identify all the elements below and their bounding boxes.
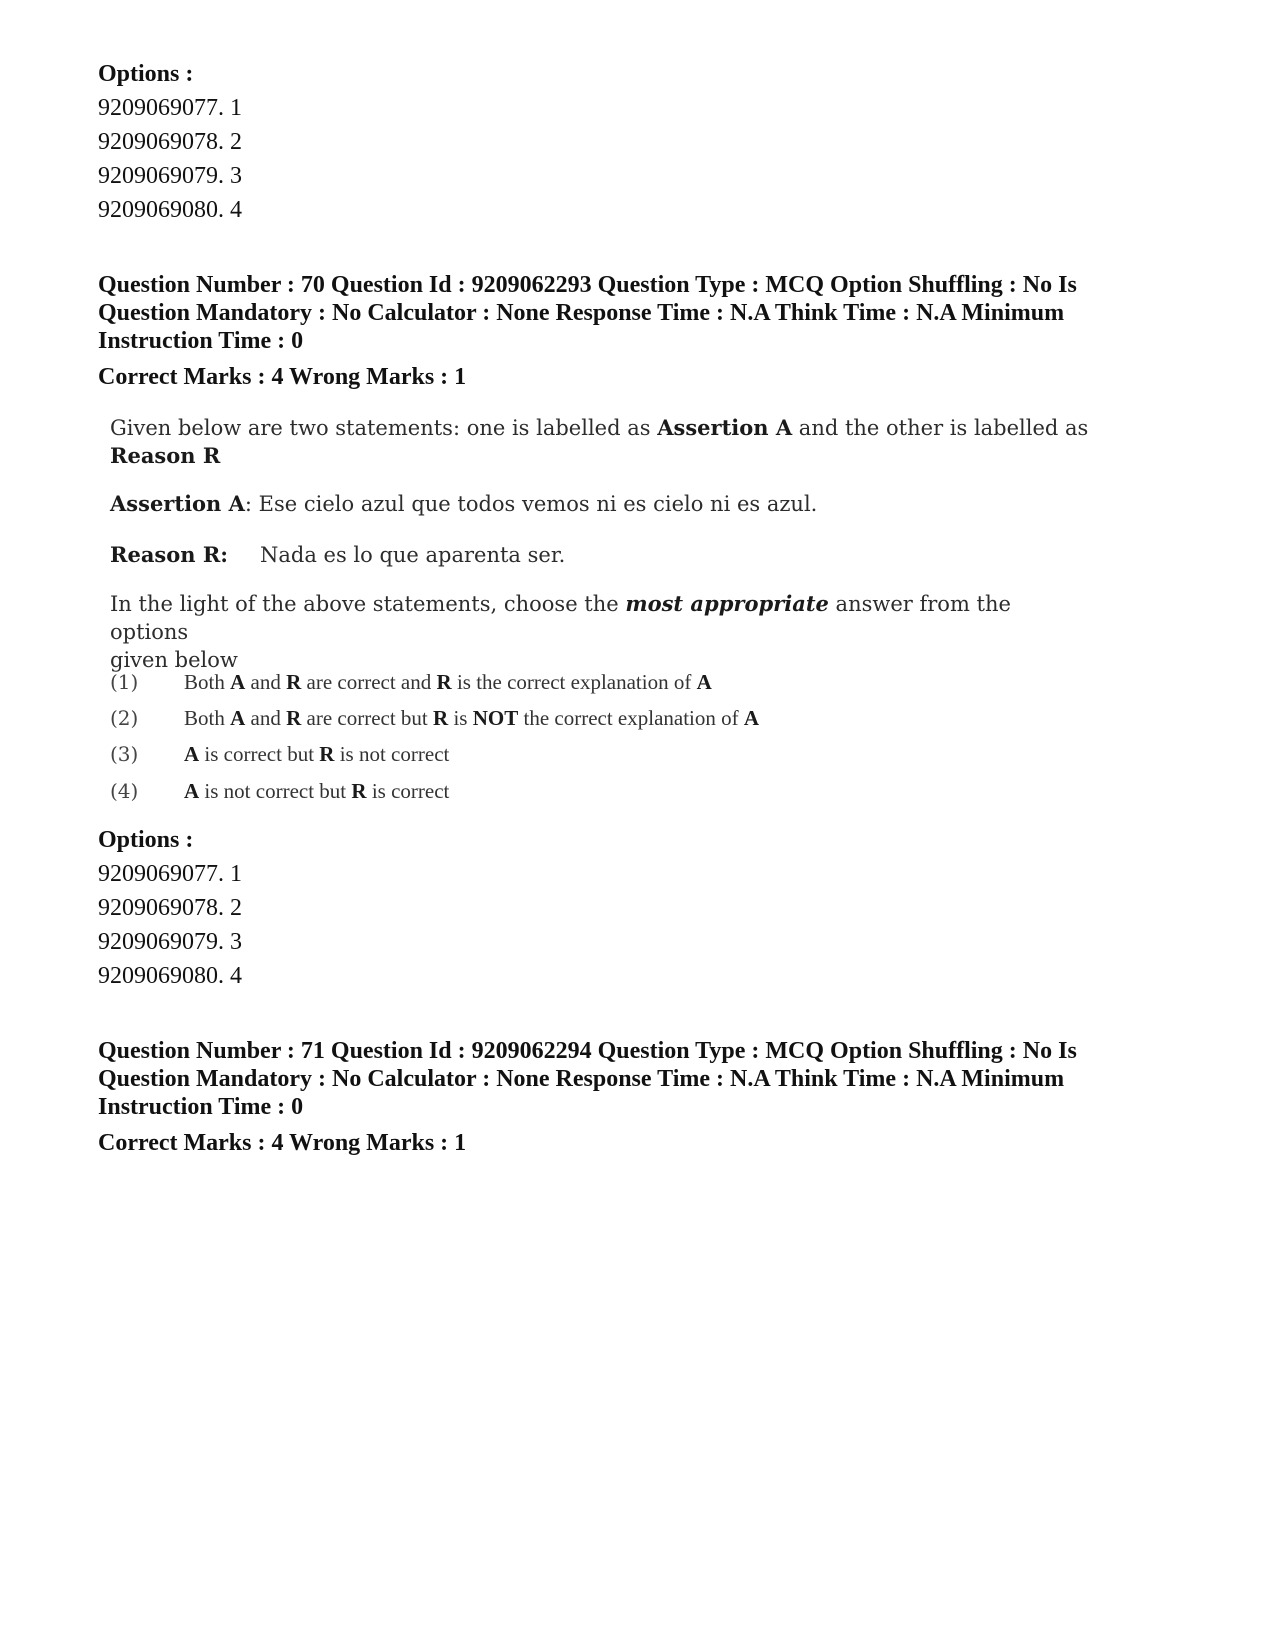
question-marks: Correct Marks : 4 Wrong Marks : 1 — [98, 1130, 467, 1156]
question-meta-line: Question Number : 71 Question Id : 9209062294 Question Type : MCQ Option Shuffling : No Is — [98, 1038, 1077, 1064]
option-line: 9209069080. 4 — [98, 197, 242, 223]
question-meta-line: Question Number : 70 Question Id : 9209062293 Question Type : MCQ Option Shuffling : No Is — [98, 272, 1077, 298]
choice-number: (1) — [110, 670, 139, 694]
question-meta-line: Instruction Time : 0 — [98, 1094, 304, 1120]
options-heading: Options : — [98, 827, 194, 853]
options-block-previous — [98, 57, 698, 227]
choice-2: (2) Both A and R are correct but R is NOT the correct explanation of A — [110, 706, 760, 730]
choice-4: (4) A is not correct but R is correct — [110, 779, 450, 803]
reason-statement — [110, 541, 1090, 569]
assertion-label: Assertion A — [110, 491, 245, 516]
question-intro: Given below are two statements: one is labelled as Assertion A and the other is labelled as Reason R — [110, 415, 1089, 468]
choice-number: (3) — [110, 742, 139, 766]
reason-text: Nada es lo que aparenta ser. — [260, 543, 566, 567]
choice-3: (3) A is correct but R is not correct — [110, 742, 450, 766]
option-line: 9209069079. 3 — [98, 163, 242, 189]
question-instruction: In the light of the above statements, choose the most appropriate answer from the options given below — [110, 591, 1011, 672]
reason-label: Reason R: — [110, 542, 229, 567]
options-block-question-70 — [98, 823, 698, 993]
option-line: 9209069078. 2 — [98, 895, 242, 921]
option-line: 9209069077. 1 — [98, 95, 242, 121]
choice-number: (4) — [110, 779, 139, 803]
option-line: 9209069079. 3 — [98, 929, 242, 955]
question-71-header — [98, 1037, 1158, 1158]
assertion-statement — [110, 490, 1090, 518]
option-line: 9209069077. 1 — [98, 861, 242, 887]
option-line: 9209069080. 4 — [98, 963, 242, 989]
options-heading: Options : — [98, 61, 194, 87]
choice-number: (2) — [110, 706, 139, 730]
question-meta-line: Question Mandatory : No Calculator : None Response Time : N.A Think Time : N.A Minimum — [98, 300, 1065, 326]
question-marks: Correct Marks : 4 Wrong Marks : 1 — [98, 364, 467, 390]
question-70-header — [98, 271, 1158, 392]
choice-1: (1) Both A and R are correct and R is the correct explanation of A — [110, 670, 712, 694]
option-line: 9209069078. 2 — [98, 129, 242, 155]
question-meta-line: Instruction Time : 0 — [98, 328, 304, 354]
assertion-text: : Ese cielo azul que todos vemos ni es cielo ni es azul. — [244, 492, 818, 516]
question-meta-line: Question Mandatory : No Calculator : None Response Time : N.A Think Time : N.A Minimum — [98, 1066, 1065, 1092]
